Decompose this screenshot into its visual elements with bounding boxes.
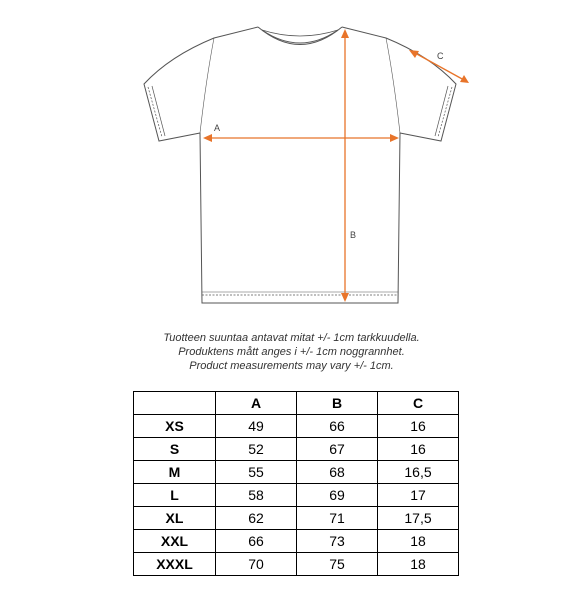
header-size [134, 392, 216, 415]
value-a-cell: 70 [216, 553, 297, 576]
header-c: C [378, 392, 459, 415]
value-b-cell: 75 [297, 553, 378, 576]
value-a-cell: 49 [216, 415, 297, 438]
size-cell: XXXL [134, 553, 216, 576]
value-c-cell: 17,5 [378, 507, 459, 530]
value-b-cell: 71 [297, 507, 378, 530]
table-row [134, 484, 459, 507]
value-b-cell: 66 [297, 415, 378, 438]
note-line-fi: Tuotteen suuntaa antavat mitat +/- 1cm tarkkuudella. [163, 332, 420, 344]
value-c-cell: 18 [378, 553, 459, 576]
size-cell: XXL [134, 530, 216, 553]
value-a-cell: 62 [216, 507, 297, 530]
value-c-cell: 17 [378, 484, 459, 507]
value-b-cell: 69 [297, 484, 378, 507]
value-b-cell: 68 [297, 461, 378, 484]
table-row [134, 415, 459, 438]
value-a-cell: 66 [216, 530, 297, 553]
table-row [134, 507, 459, 530]
arrow-a-head-right [390, 134, 399, 142]
size-cell: XS [134, 415, 216, 438]
label-b: B [350, 230, 357, 240]
arrow-a-head-left [203, 134, 212, 142]
measurement-note [0, 331, 583, 373]
arrow-b-head-bottom [341, 293, 349, 302]
size-cell: L [134, 484, 216, 507]
value-a-cell: 52 [216, 438, 297, 461]
value-a-cell: 58 [216, 484, 297, 507]
measure-arrows [203, 29, 469, 302]
size-cell: XL [134, 507, 216, 530]
tshirt-outline [144, 27, 456, 303]
table-row [134, 530, 459, 553]
value-b-cell: 73 [297, 530, 378, 553]
header-a: A [216, 392, 297, 415]
table-row [134, 461, 459, 484]
value-c-cell: 18 [378, 530, 459, 553]
note-line-en: Product measurements may vary +/- 1cm. [189, 360, 394, 372]
value-b-cell: 67 [297, 438, 378, 461]
value-c-cell: 16 [378, 438, 459, 461]
table-row [134, 438, 459, 461]
value-a-cell: 55 [216, 461, 297, 484]
header-b: B [297, 392, 378, 415]
table-header-row [134, 392, 459, 415]
size-cell: M [134, 461, 216, 484]
size-cell: S [134, 438, 216, 461]
value-c-cell: 16 [378, 415, 459, 438]
value-c-cell: 16,5 [378, 461, 459, 484]
label-c: C [437, 51, 444, 61]
size-chart-table [133, 391, 459, 576]
label-a: A [214, 123, 221, 133]
table-row [134, 553, 459, 576]
arrow-b-head-top [341, 29, 349, 38]
note-line-sv: Produktens mått anges i +/- 1cm noggrannhet. [178, 346, 405, 358]
